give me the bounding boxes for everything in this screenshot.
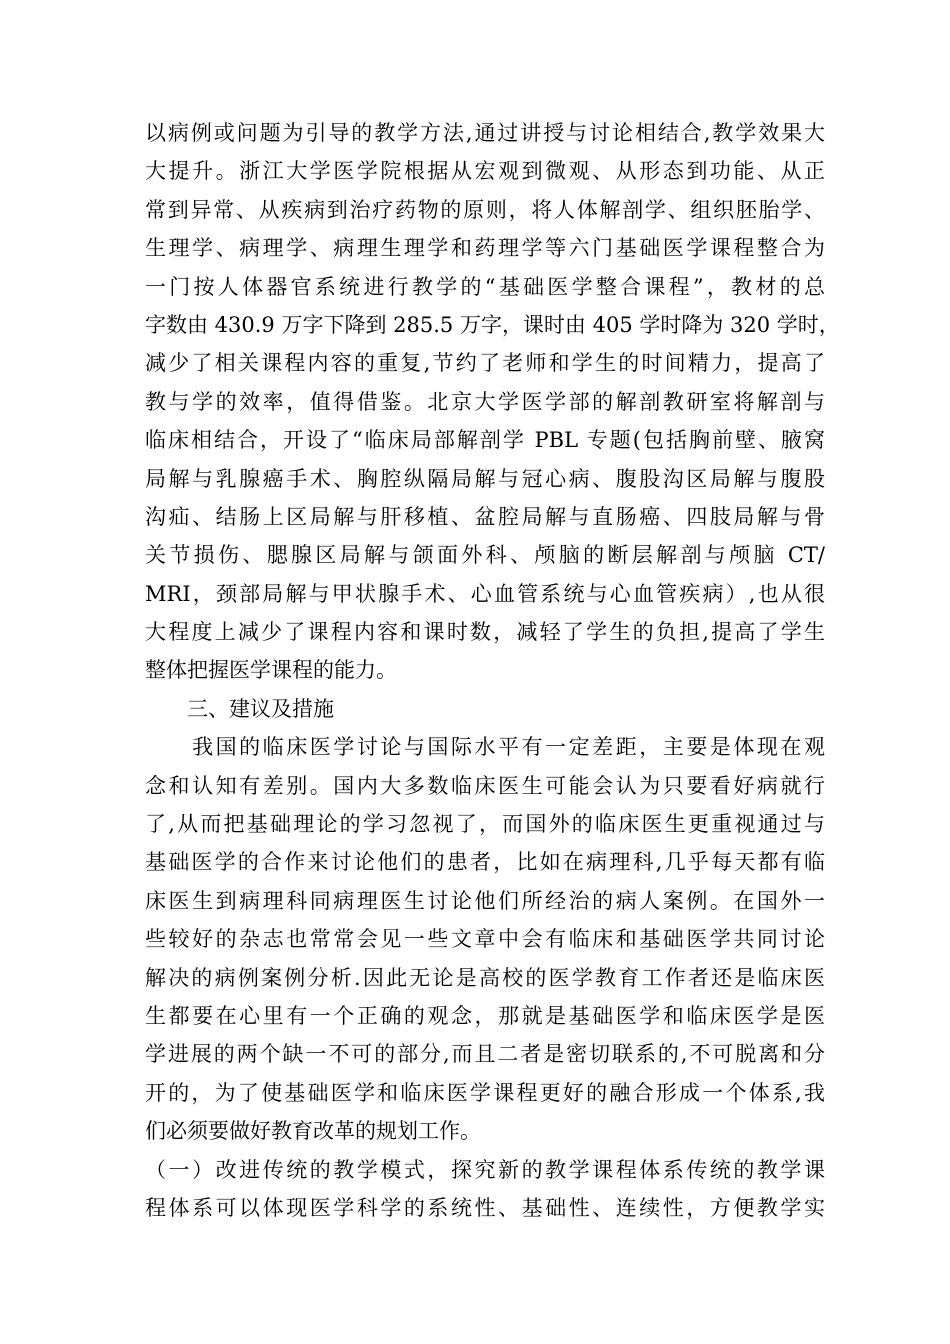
text-line: 生都要在心里有一个正确的观念，那就是基础医学和临床医学是医	[145, 1003, 825, 1028]
text-line: 解决的病例案例分析.因此无论是高校的医学教育工作者还是临床医	[145, 965, 825, 990]
text-line: 大程度上减少了课程内容和课时数，减轻了学生的负担,提高了学生	[145, 620, 825, 645]
text-line: 念和认知有差别。国内大多数临床医生可能会认为只要看好病就行	[145, 773, 825, 798]
text-line: 教与学的效率，值得借鉴。北京大学医学部的解剖教研室将解剖与	[145, 389, 825, 414]
text-line: 大提升。浙江大学医学院根据从宏观到微观、从形态到功能、从正	[145, 159, 825, 184]
text-line: 以病例或问题为引导的教学方法,通过讲授与讨论相结合,教学效果大	[145, 121, 825, 145]
text-line: 我国的临床医学讨论与国际水平有一定差距，主要是体现在观	[145, 735, 825, 760]
text-line: 了,从而把基础理论的学习忽视了，而国外的临床医生更重视通过与	[145, 812, 825, 837]
text-line: 们必须要做好教育改革的规划工作。	[145, 1119, 481, 1144]
text-line: 些较好的杂志也常常会见一些文章中会有临床和基础医学共同讨论	[145, 927, 825, 952]
text-line: 临床相结合，开设了“临床局部解剖学 PBL 专题(包括胸前壁、腋窝	[145, 428, 825, 453]
text-line: 一门按人体器官系统进行教学的“基础医学整合课程”，教材的总	[145, 274, 825, 299]
text-line: 关节损伤、腮腺区局解与颌面外科、颅脑的断层解剖与颅脑 CT/	[145, 543, 825, 568]
body-text	[145, 114, 840, 1227]
text-line: 减少了相关课程内容的重复,节约了老师和学生的时间精力，提高了	[145, 351, 825, 376]
text-line: 局解与乳腺癌手术、胸腔纵隔局解与冠心病、腹股沟区局解与腹股	[145, 466, 825, 491]
text-line: 生理学、病理学、病理生理学和药理学等六门基础医学课程整合为	[145, 236, 825, 261]
text-line: 基础医学的合作来讨论他们的患者，比如在病理科,几乎每天都有临	[145, 850, 825, 875]
text-line: 床医生到病理科同病理医生讨论他们所经治的病人案例。在国外一	[145, 888, 825, 913]
section-heading: 三、建议及措施	[145, 696, 334, 721]
subsection-heading-line: （一）改进传统的教学模式，探究新的教学课程体系传统的教学课	[145, 1157, 825, 1182]
text-line: 整体把握医学课程的能力。	[145, 658, 397, 683]
text-line: 程体系可以体现医学科学的系统性、基础性、连续性，方便教学实	[145, 1195, 825, 1220]
text-line: 学进展的两个缺一不可的部分,而且二者是密切联系的,不可脱离和分	[145, 1042, 825, 1067]
text-line: 沟疝、结肠上区局解与肝移植、盆腔局解与直肠癌、四肢局解与骨	[145, 504, 825, 529]
text-line: MRI，颈部局解与甲状腺手术、心血管系统与心血管疾病）,也从很	[145, 581, 825, 606]
text-line: 常到异常、从疾病到治疗药物的原则，将人体解剖学、组织胚胎学、	[145, 197, 825, 222]
text-line: 字数由 430.9 万字下降到 285.5 万字，课时由 405 学时降为 320 学时，	[145, 312, 840, 337]
text-line: 开的，为了使基础医学和临床医学课程更好的融合形成一个体系,我	[145, 1080, 825, 1105]
